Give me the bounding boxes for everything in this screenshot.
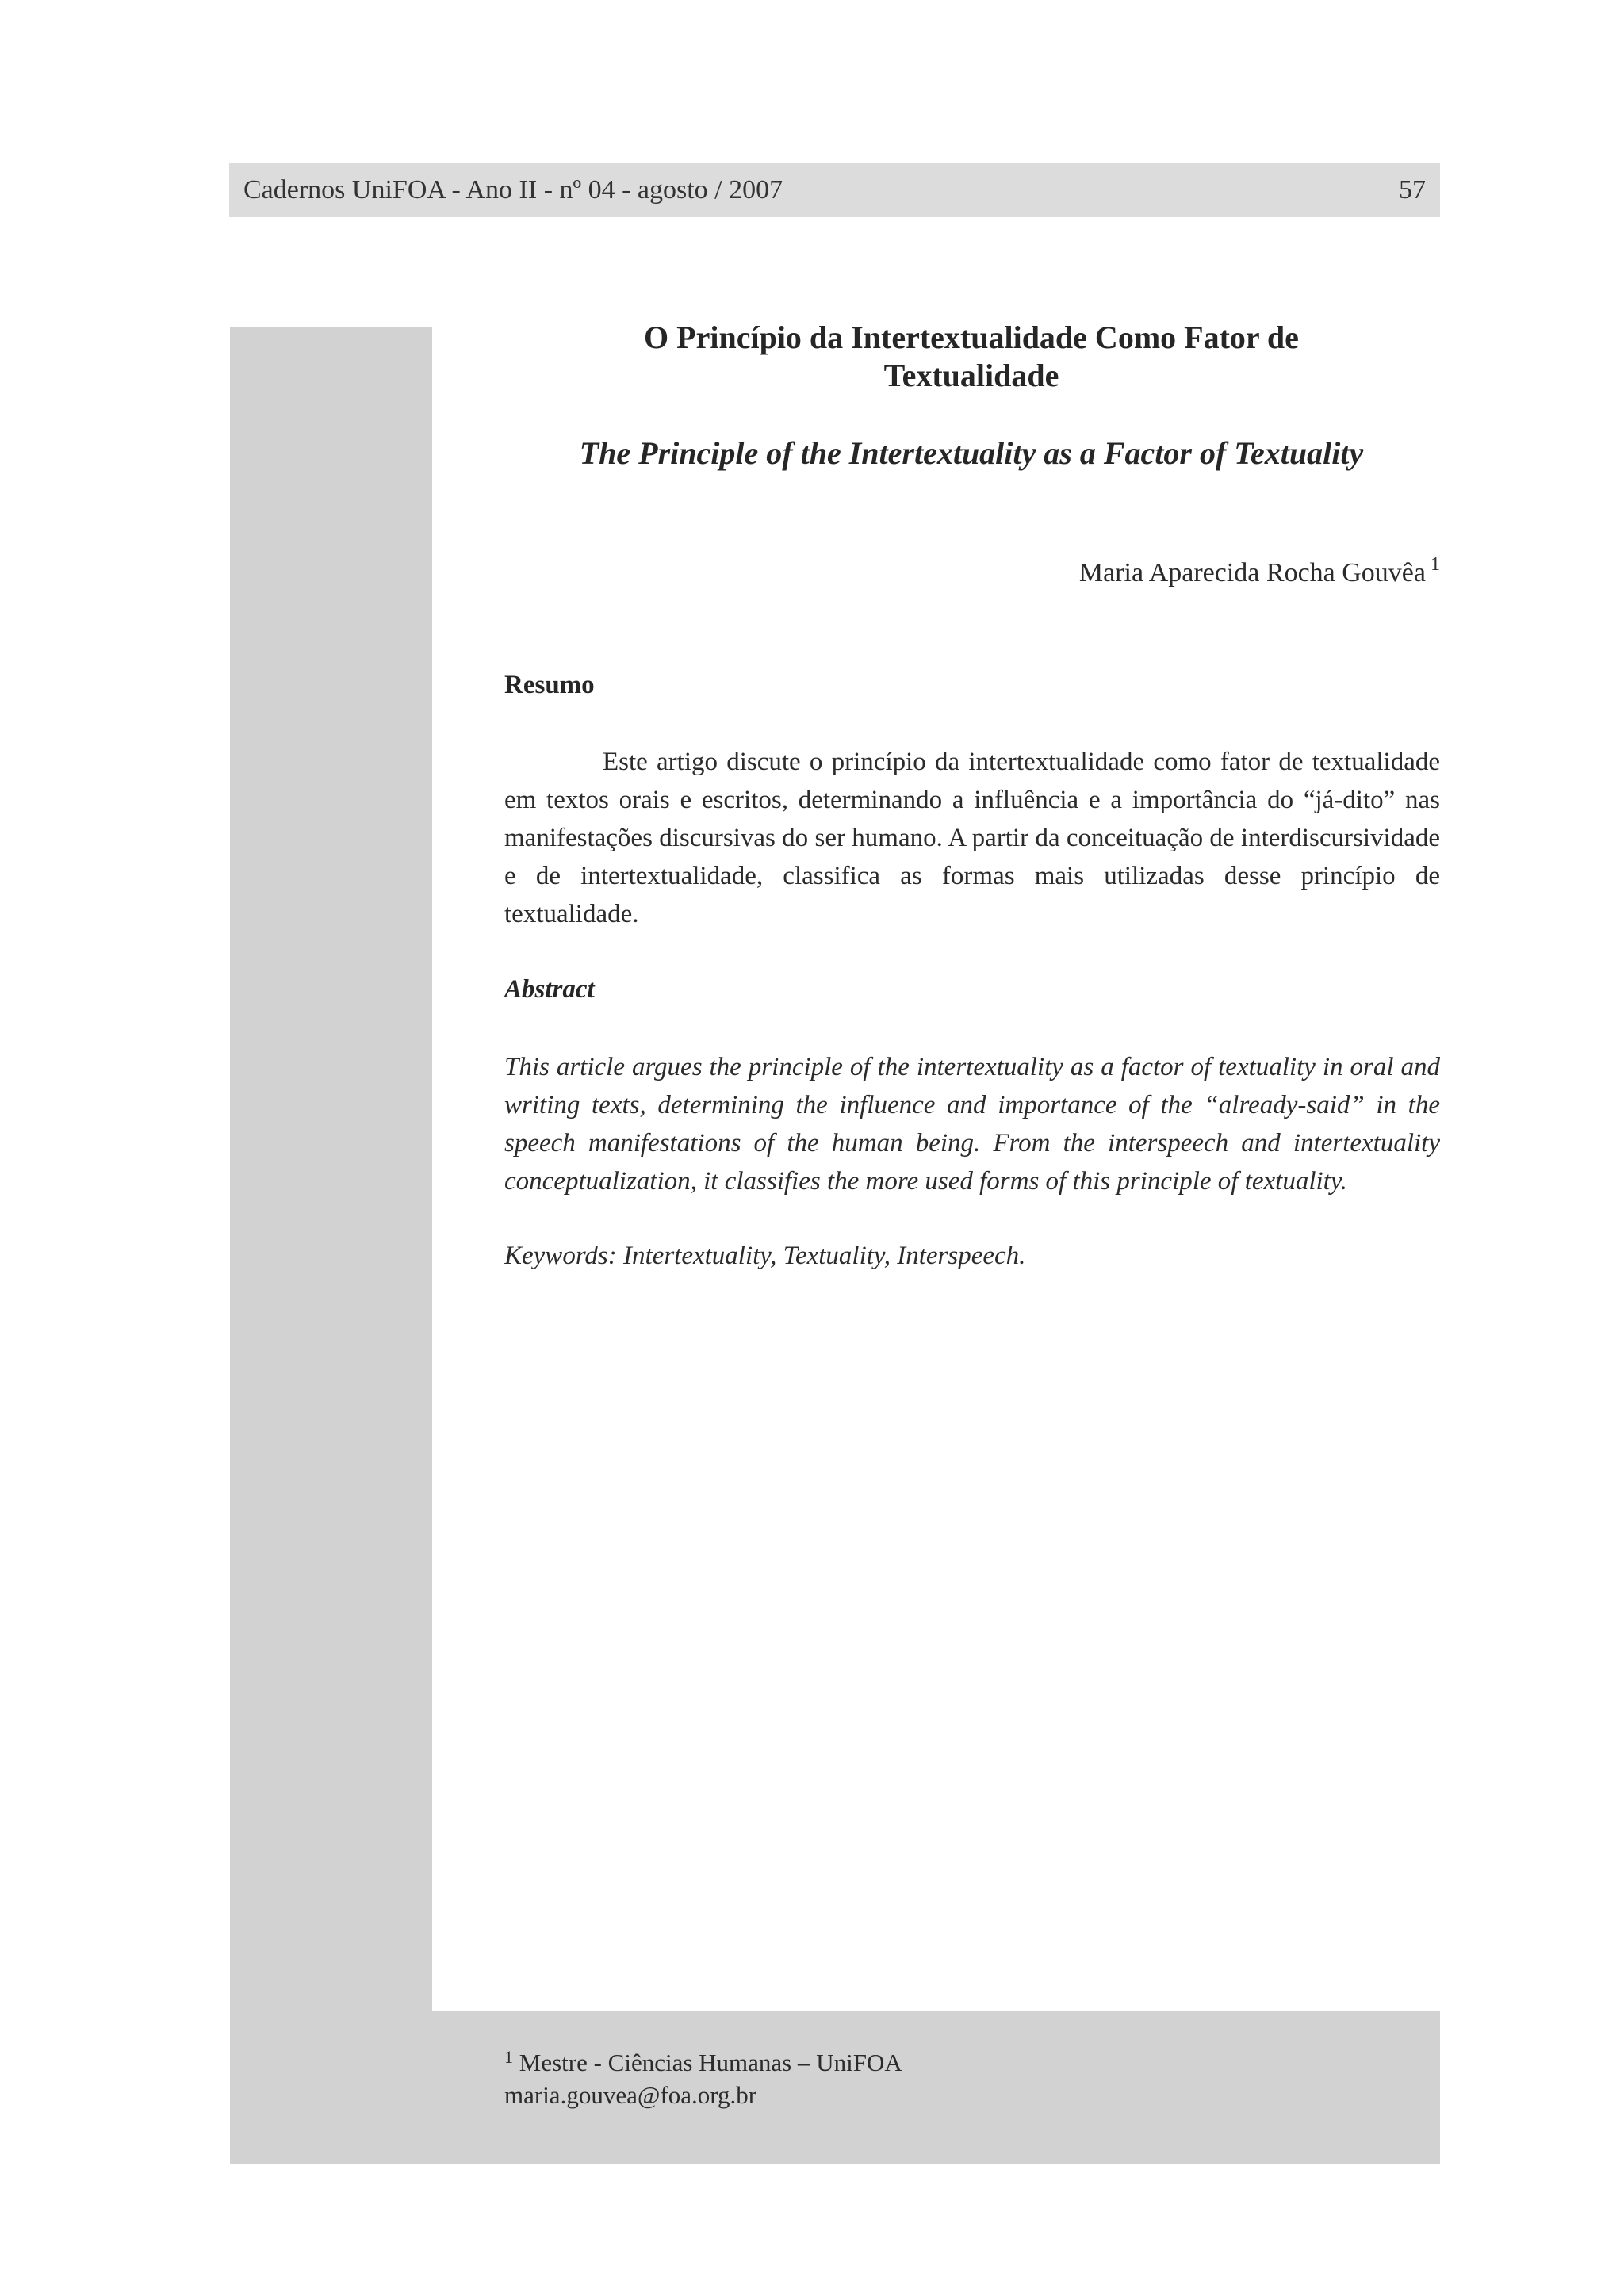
journal-name: Cadernos UniFOA - Ano II - nº 04 - agosto / 2007 [243, 175, 783, 205]
title-pt-line1: O Princípio da Intertextualidade Como Fator de [644, 320, 1299, 355]
running-header [229, 163, 1440, 217]
footnote-marker: 1 [504, 2047, 513, 2067]
footnote-email: maria.gouvea@foa.org.br [504, 2081, 757, 2109]
abstract-text: This article argues the principle of the intertextuality as a factor of textuality in oral and writing texts, determining the influence and importance of the “already-said” in the speech manifestations of the human being. From the interspeech and intertextuality conceptualization, it classifies the more used forms of this principle of textuality. [504, 1053, 1440, 1196]
title-pt-line2: Textualidade [883, 358, 1059, 393]
author-note-marker: 1 [1431, 554, 1440, 575]
resumo-heading: Resumo [504, 671, 595, 699]
footnote-box [432, 2011, 1440, 2164]
author-name: Maria Aparecida Rocha Gouvêa [1078, 558, 1426, 587]
footnote-affiliation: Mestre - Ciências Humanas – UniFOA [519, 2049, 902, 2076]
article-title-portuguese [432, 319, 1511, 395]
keywords: Keywords: Intertextuality, Textuality, Interspeech. [504, 1242, 1026, 1270]
article-title-english: The Principle of the Intertextuality as a Factor of Textuality [579, 435, 1364, 471]
author-line [1079, 549, 1440, 589]
footnote-affiliation-line [504, 2043, 902, 2077]
left-decorative-strip [230, 327, 432, 2164]
resumo-text: Este artigo discute o princípio da intertextualidade como fator de textualidade em textos orais e escritos, determinando a influência e a importância do “já-dito” nas manifestações discursivas do ser humano. A partir da conceituação de interdiscursividade e de intertextualidade, classifica as formas mais utilizadas desse princípio de textualidade. [504, 748, 1440, 928]
page-number: 57 [1399, 175, 1426, 205]
abstract-heading: Abstract [504, 975, 595, 1004]
